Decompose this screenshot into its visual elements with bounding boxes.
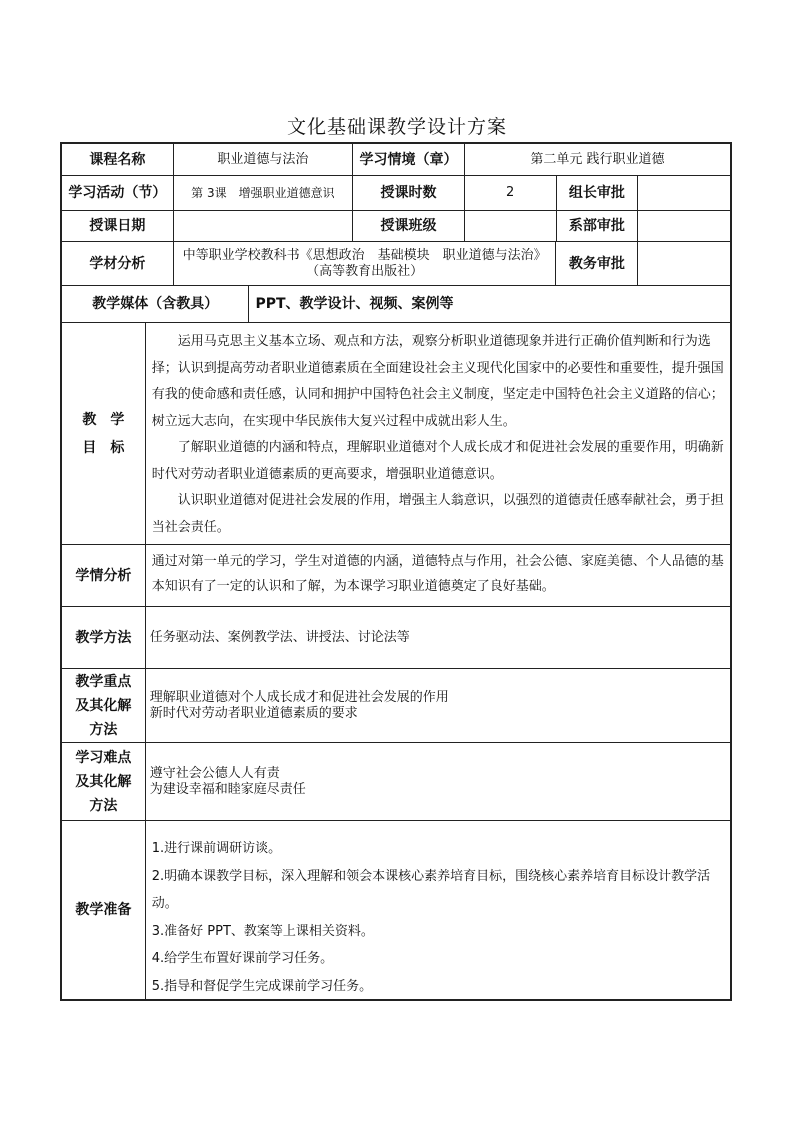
table-row — [62, 176, 730, 211]
leader-approval-value — [638, 176, 730, 210]
prep-item: 2.明确本课教学目标，深入理解和领会本课核心素养培育目标，围绕核心素养培育目标设计教学活动。 — [151, 868, 711, 911]
analysis-content — [146, 545, 730, 606]
class-value — [465, 211, 557, 241]
dept-approval-label: 系部审批 — [557, 211, 639, 241]
key-point-line: 新时代对劳动者职业道德素质的要求 — [149, 705, 358, 721]
key-point-line: 理解职业道德对个人成长成才和促进社会发展的作用 — [149, 689, 449, 705]
prep-item: 5.指导和督促学生完成课前学习任务。 — [151, 978, 373, 994]
table-row — [62, 211, 730, 242]
key-points-label-line: 教学重点 — [75, 673, 132, 690]
prep-content — [146, 821, 730, 999]
activity-value: 第 3课 增强职业道德意识 — [174, 176, 353, 210]
goal-paragraph: 运用马克思主义基本立场、观点和方法，观察分析职业道德现象并进行正确价值判断和行为选择；认识到提高劳动者职业道德素质在全面建设社会主义现代化国家中的必要性和重要性，提升强国有我的使命感和责任感，认同和拥护中国特色社会主义制度，坚定走中国特色社会主义道路的信心；树立远大志向，在实现中华民族伟大复兴过程中成就出彩人生。 — [151, 334, 724, 429]
prep-item: 1.进行课前调研访谈。 — [151, 841, 282, 856]
table-row — [62, 669, 730, 743]
media-label: 教学媒体（含教具） — [62, 286, 249, 322]
prep-label: 教学准备 — [62, 821, 146, 999]
hours-value: 2 — [465, 176, 557, 210]
difficulties-content — [146, 743, 730, 820]
table-row — [62, 743, 730, 821]
difficulties-label — [62, 743, 146, 820]
date-value — [174, 211, 353, 241]
hours-label: 授课时数 — [353, 176, 465, 210]
table-row — [62, 242, 730, 286]
key-points-label-line: 方法 — [89, 721, 118, 738]
lesson-plan-table — [60, 142, 732, 1001]
situation-value: 第二单元 践行职业道德 — [530, 151, 665, 167]
key-points-content — [146, 669, 730, 742]
leader-approval-label: 组长审批 — [557, 176, 639, 210]
situation-label: 学习情境（章） — [353, 144, 465, 175]
table-row — [62, 545, 730, 607]
prep-item: 3.准备好 PPT、教案等上课相关资料。 — [151, 923, 374, 939]
goals-label — [62, 323, 146, 544]
difficulties-label-line: 方法 — [89, 797, 118, 814]
methods-content: 任务驱动法、案例教学法、讲授法、讨论法等 — [149, 629, 410, 645]
methods-label: 教学方法 — [62, 607, 146, 668]
document-title: 文化基础课教学设计方案 — [286, 116, 507, 138]
analysis-label: 学情分析 — [62, 545, 146, 606]
course-name-label: 课程名称 — [62, 144, 174, 175]
media-value: PPT、教学设计、视频、案例等 — [255, 296, 454, 312]
prep-item: 4.给学生布置好课前学习任务。 — [151, 951, 334, 966]
goal-paragraph: 认识职业道德对促进社会发展的作用，增强主人翁意识，以强烈的道德责任感奉献社会，勇于担当社会责任。 — [151, 493, 724, 535]
key-points-label — [62, 669, 146, 742]
table-row — [62, 607, 730, 669]
goal-paragraph: 了解职业道德的内涵和特点，理解职业道德对个人成长成才和促进社会发展的重要作用，明确新时代对劳动者职业道德素质的更高要求，增强职业道德意识。 — [151, 440, 724, 482]
analysis-text: 通过对第一单元的学习，学生对道德的内涵，道德特点与作用，社会公德、家庭美德、个人品德的基本知识有了一定的认识和了解，为本课学习职业道德奠定了良好基础。 — [151, 554, 724, 594]
table-row — [62, 323, 730, 545]
class-label: 授课班级 — [353, 211, 465, 241]
difficulties-label-line: 及其化解 — [75, 773, 132, 790]
date-label: 授课日期 — [62, 211, 174, 241]
table-row — [62, 286, 730, 323]
dept-approval-value — [638, 211, 730, 241]
goals-label-line: 教 学 — [82, 411, 125, 428]
goals-label-line: 目 标 — [82, 439, 125, 456]
difficulty-line: 遵守社会公德人人有责 — [149, 765, 280, 781]
table-row — [62, 144, 730, 176]
table-row — [62, 821, 730, 999]
activity-label: 学习活动（节） — [62, 176, 174, 210]
office-approval-label: 教务审批 — [556, 242, 638, 285]
goals-content — [146, 323, 730, 544]
key-points-label-line: 及其化解 — [75, 697, 132, 714]
difficulties-label-line: 学习难点 — [75, 749, 132, 766]
course-name-value: 职业道德与法治 — [174, 144, 353, 175]
office-approval-value — [638, 242, 730, 285]
difficulty-line: 为建设幸福和睦家庭尽责任 — [149, 781, 306, 797]
material-value: 中等职业学校教科书《思想政治 基础模块 职业道德与法治》（高等教育出版社） — [174, 242, 557, 285]
material-label: 学材分析 — [62, 242, 174, 285]
